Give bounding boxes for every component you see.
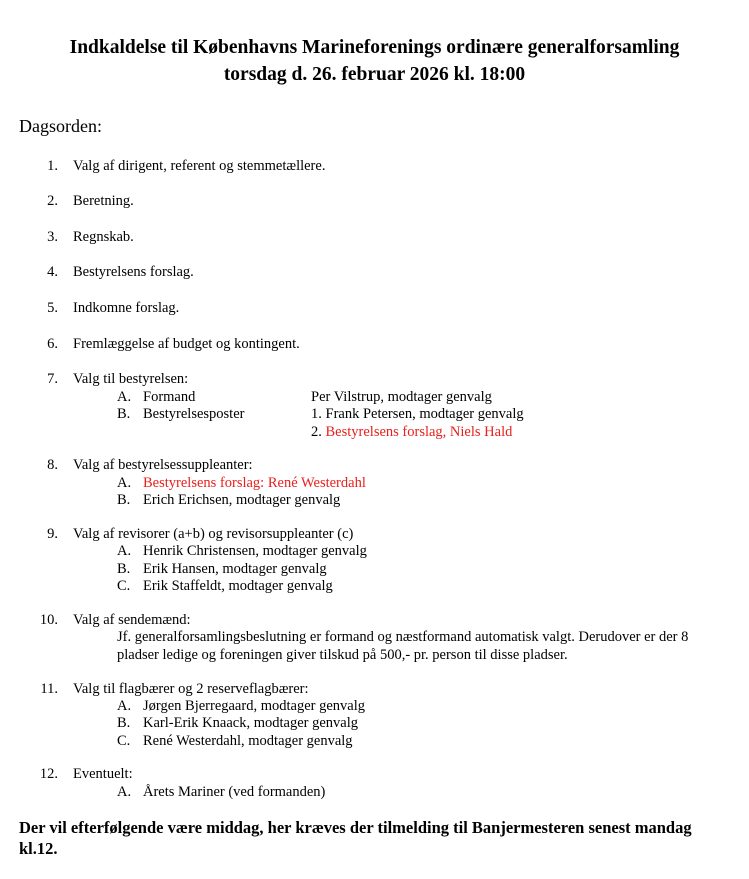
sub-text: Erik Hansen, modtager genvalg bbox=[143, 561, 327, 577]
sub-text: Henrik Christensen, modtager genvalg bbox=[143, 543, 367, 559]
sub-text: René Westerdahl, modtager genvalg bbox=[143, 733, 353, 749]
item-text: Valg til flagbærer og 2 reserveflagbærer: bbox=[73, 681, 309, 697]
sub-letter: A. bbox=[117, 784, 132, 800]
dinner-notice: Der vil efterfølgende være middag, her kræves der tilmelding til Banjermesteren senest mandag kl.12. bbox=[19, 818, 692, 858]
title-line-2: torsdag d. 26. februar 2026 kl. 18:00 bbox=[223, 64, 526, 85]
item-number: 8. bbox=[47, 457, 58, 473]
sub-letter: B. bbox=[117, 406, 131, 422]
sub-candidate: 1. Frank Petersen, modtager genvalg bbox=[311, 406, 524, 422]
item-number: 7. bbox=[47, 371, 58, 387]
sub-candidate-second bbox=[311, 423, 512, 441]
sub-letter: A. bbox=[117, 543, 132, 559]
item-text: Valg til bestyrelsen: bbox=[73, 371, 189, 387]
board-proposal-highlight: Bestyrelsens forslag, Niels Hald bbox=[325, 424, 513, 440]
item-text: Beretning. bbox=[73, 193, 134, 209]
item-text: Valg af sendemænd: bbox=[73, 612, 191, 628]
sub-text: Erik Staffeldt, modtager genvalg bbox=[143, 578, 333, 594]
item-text: Valg af bestyrelsessuppleanter: bbox=[73, 457, 253, 473]
sub-text: Jørgen Bjerregaard, modtager genvalg bbox=[143, 698, 365, 714]
item-number: 5. bbox=[47, 300, 58, 316]
sub-text: Karl-Erik Knaack, modtager genvalg bbox=[143, 715, 358, 731]
agenda-heading: Dagsorden: bbox=[19, 116, 102, 136]
item-number: 4. bbox=[47, 264, 58, 280]
item-text: Fremlæggelse af budget og kontingent. bbox=[73, 336, 300, 352]
sub-text-highlight: Bestyrelsens forslag: René Westerdahl bbox=[143, 475, 366, 491]
item-text: Bestyrelsens forslag. bbox=[73, 264, 194, 280]
sub-letter: B. bbox=[117, 715, 131, 731]
delegates-paragraph: Jf. generalforsamlingsbeslutning er formand og næstformand automatisk valgt. Derudover er der 8 pladser ledige og foreningen giver tilskud på 500,- pr. person til disse pladser. bbox=[117, 629, 689, 663]
item-number: 3. bbox=[47, 229, 58, 245]
sub-letter: A. bbox=[117, 698, 132, 714]
sub-text: Erich Erichsen, modtager genvalg bbox=[143, 492, 341, 508]
item-number: 10. bbox=[39, 612, 58, 628]
item-number: 12. bbox=[39, 766, 58, 782]
sub-letter: A. bbox=[117, 475, 132, 491]
sub-letter: C. bbox=[117, 578, 131, 594]
item-text: Eventuelt: bbox=[73, 766, 133, 782]
candidate-number: 2. bbox=[311, 424, 326, 440]
item-text: Indkomne forslag. bbox=[73, 300, 180, 316]
sub-letter: B. bbox=[117, 492, 131, 508]
sub-candidate: Per Vilstrup, modtager genvalg bbox=[311, 389, 492, 405]
item-number: 1. bbox=[47, 158, 58, 174]
item-number: 11. bbox=[40, 681, 58, 697]
item-text: Regnskab. bbox=[73, 229, 134, 245]
sub-letter: C. bbox=[117, 733, 131, 749]
sub-letter: B. bbox=[117, 561, 131, 577]
sub-role: Bestyrelsesposter bbox=[143, 406, 245, 422]
item-text: Valg af revisorer (a+b) og revisorsuppleanter (c) bbox=[73, 526, 354, 542]
title-line-1: Indkaldelse til Københavns Marineforenings ordinære generalforsamling bbox=[69, 37, 680, 58]
sub-letter: A. bbox=[117, 389, 132, 405]
item-number: 6. bbox=[47, 336, 58, 352]
item-text: Valg af dirigent, referent og stemmetællere. bbox=[73, 158, 326, 174]
item-number: 9. bbox=[47, 526, 58, 542]
document-title bbox=[0, 34, 749, 88]
item-number: 2. bbox=[47, 193, 58, 209]
sub-role: Formand bbox=[143, 389, 196, 405]
sub-text: Årets Mariner (ved formanden) bbox=[143, 784, 326, 800]
